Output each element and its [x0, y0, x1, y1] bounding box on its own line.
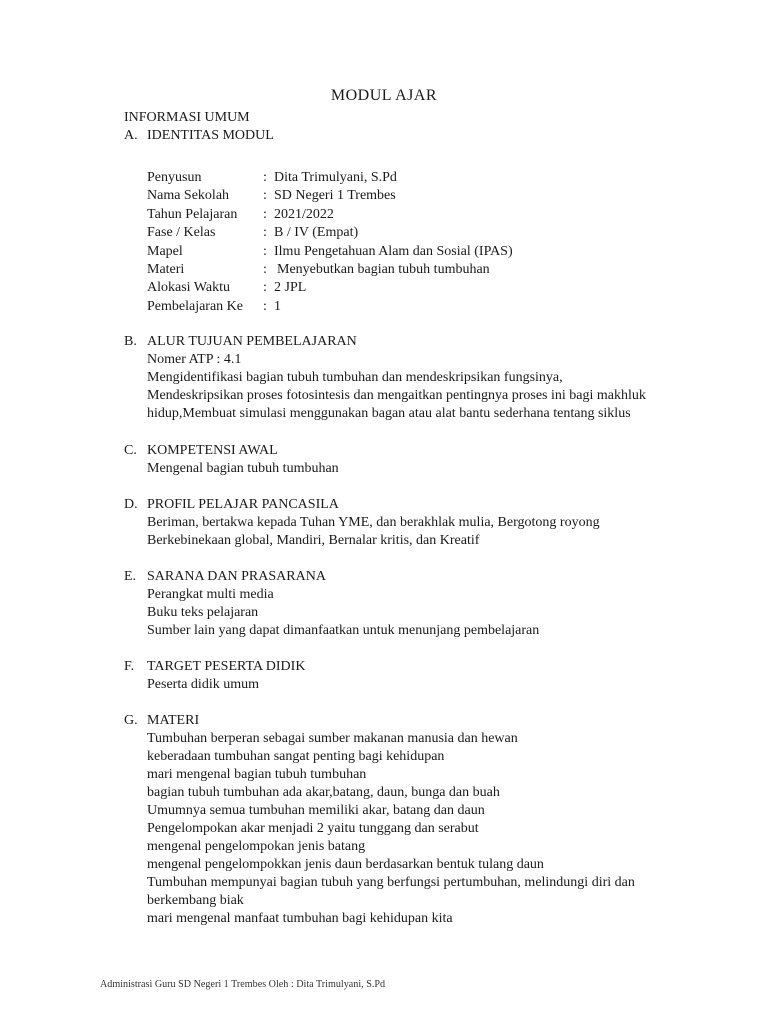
section-line: berkembang biak	[147, 893, 244, 908]
section-heading: ALUR TUJUAN PEMBELAJARAN	[147, 334, 357, 349]
identity-colon: :	[263, 225, 267, 241]
section-line: mengenal pengelompokkan jenis daun berdasarkan bentuk tulang daun	[147, 857, 544, 872]
section-heading: IDENTITAS MODUL	[147, 128, 274, 143]
section-alur	[124, 333, 684, 423]
section-line: mari mengenal bagian tubuh tumbuhan	[147, 767, 367, 782]
section-kompetensi	[124, 442, 684, 478]
section-profil	[124, 496, 684, 550]
identity-value: SD Negeri 1 Trembes	[274, 188, 396, 204]
page-footer: Administrasi Guru SD Negeri 1 Trembes Oleh : Dita Trimulyani, S.Pd	[100, 978, 386, 990]
identity-value: 1	[274, 298, 281, 314]
section-line: Beriman, bertakwa kepada Tuhan YME, dan berakhlak mulia, Bergotong royong	[147, 515, 600, 530]
section-line: Nomer ATP : 4.1	[147, 352, 242, 367]
section-heading: KOMPETENSI AWAL	[147, 443, 278, 458]
section-letter: E.	[124, 569, 137, 584]
identity-label: Alokasi Waktu	[147, 280, 230, 296]
section-letter: C.	[124, 443, 137, 458]
identity-label: Penyusun	[147, 170, 202, 185]
section-line: Peserta didik umum	[147, 677, 259, 692]
identity-label: Nama Sekolah	[147, 188, 230, 204]
section-heading: SARANA DAN PRASARANA	[147, 569, 326, 584]
section-line: Berkebinekaan global, Mandiri, Bernalar kritis, dan Kreatif	[147, 533, 480, 548]
section-line: Tumbuhan mempunyai bagian tubuh yang berfungsi pertumbuhan, melindungi diri dan	[147, 875, 635, 890]
section-target	[124, 658, 684, 694]
identity-colon: :	[263, 298, 267, 314]
section-heading: TARGET PESERTA DIDIK	[147, 659, 306, 674]
section-line: Pengelompokan akar menjadi 2 yaitu tunggang dan serabut	[147, 821, 479, 836]
section-line: hidup,Membuat simulasi menggunakan bagan atau alat bantu sederhana tentang siklus	[147, 406, 631, 421]
section-letter: F.	[124, 659, 135, 674]
section-materi	[124, 712, 684, 928]
section-heading: MATERI	[147, 713, 200, 728]
section-line: Mendeskripsikan proses fotosintesis dan mengaitkan pentingnya proses ini bagi makhluk	[147, 388, 646, 403]
section-letter: B.	[124, 334, 137, 349]
identity-label: Fase / Kelas	[147, 225, 216, 241]
identity-label: Mapel	[147, 243, 183, 259]
identity-colon: :	[263, 206, 267, 222]
identity-row	[147, 261, 513, 279]
identity-row	[147, 206, 513, 224]
identity-value: Menyebutkan bagian tubuh tumbuhan	[277, 261, 490, 277]
identity-value: B / IV (Empat)	[274, 225, 359, 241]
identity-value: Ilmu Pengetahuan Alam dan Sosial (IPAS)	[274, 243, 513, 259]
identity-value: 2021/2022	[274, 206, 334, 222]
identity-label: Materi	[147, 261, 185, 277]
section-line: Buku teks pelajaran	[147, 605, 259, 620]
identity-row	[147, 243, 513, 261]
identity-colon: :	[263, 170, 267, 185]
info-heading: INFORMASI UMUM	[124, 110, 250, 125]
identity-colon: :	[263, 188, 267, 204]
section-line: Mengenal bagian tubuh tumbuhan	[147, 461, 339, 476]
section-heading: PROFIL PELAJAR PANCASILA	[147, 497, 339, 512]
section-sarana	[124, 568, 684, 640]
section-line: Umumnya semua tumbuhan memiliki akar, batang dan daun	[147, 803, 485, 818]
identity-colon: :	[263, 243, 267, 259]
section-letter: D.	[124, 497, 138, 512]
identity-table	[147, 169, 513, 316]
section-line: Perangkat multi media	[147, 587, 274, 602]
identity-value: 2 JPL	[274, 280, 307, 296]
section-identitas	[124, 127, 684, 145]
identity-value: Dita Trimulyani, S.Pd	[274, 170, 397, 185]
identity-label: Tahun Pelajaran	[147, 206, 238, 222]
section-letter: G.	[124, 713, 138, 728]
section-line: Sumber lain yang dapat dimanfaatkan untuk menunjang pembelajaran	[147, 623, 540, 638]
section-letter: A.	[124, 128, 138, 143]
page-title: MODUL AJAR	[330, 87, 438, 104]
identity-label: Pembelajaran Ke	[147, 298, 244, 314]
section-line: bagian tubuh tumbuhan ada akar,batang, daun, bunga dan buah	[147, 785, 500, 800]
section-line: Tumbuhan berperan sebagai sumber makanan manusia dan hewan	[147, 731, 518, 746]
identity-row	[147, 279, 513, 297]
identity-row	[147, 298, 513, 316]
identity-colon: :	[263, 261, 267, 277]
identity-colon: :	[263, 280, 267, 296]
identity-row	[147, 224, 513, 242]
section-line: mengenal pengelompokan jenis batang	[147, 839, 366, 854]
section-line: mari mengenal manfaat tumbuhan bagi kehidupan kita	[147, 911, 453, 926]
section-line: keberadaan tumbuhan sangat penting bagi kehidupan	[147, 749, 445, 764]
identity-row	[147, 169, 513, 187]
section-line: Mengidentifikasi bagian tubuh tumbuhan dan mendeskripsikan fungsinya,	[147, 370, 563, 385]
identity-row	[147, 187, 513, 205]
